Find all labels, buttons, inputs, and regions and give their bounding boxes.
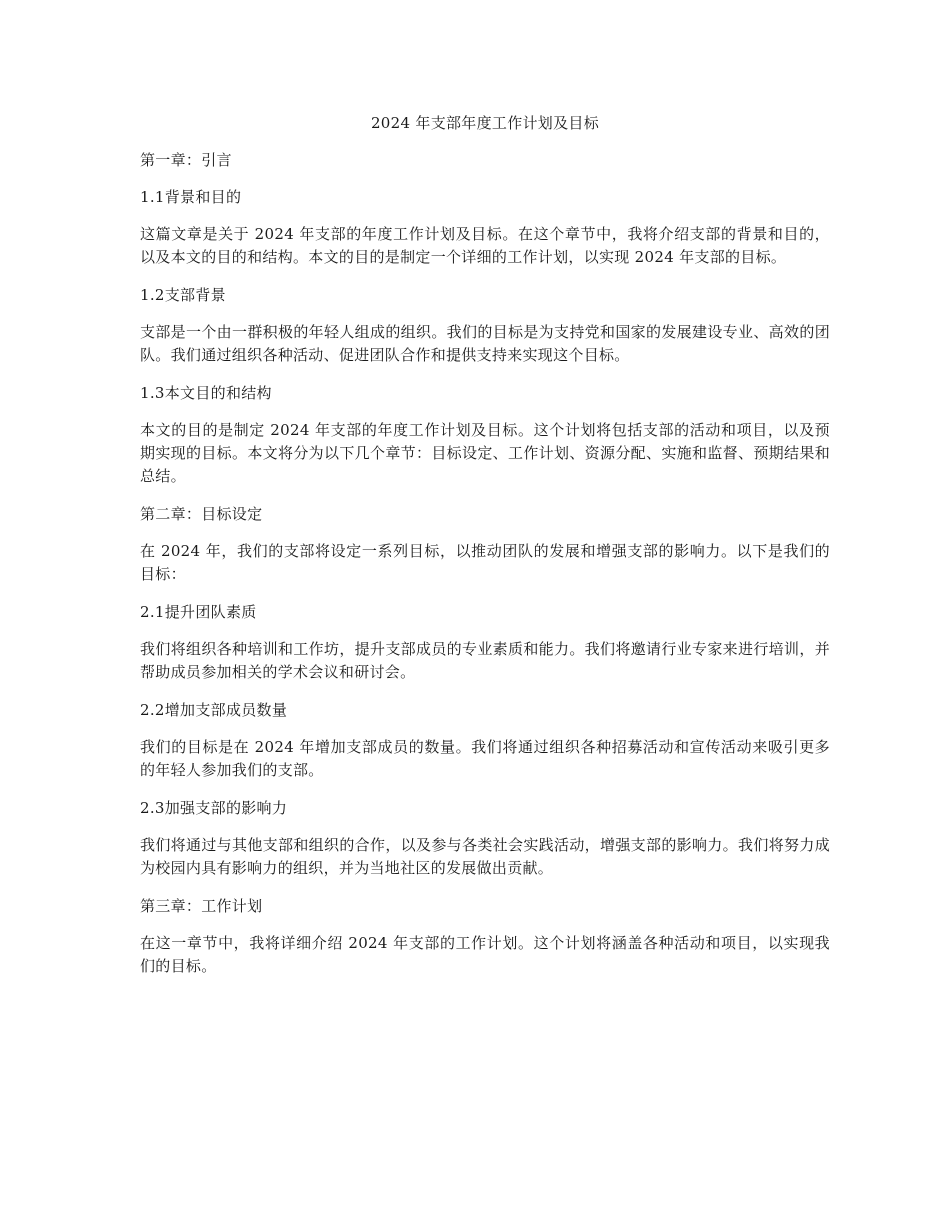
section-1-3-heading: 1.3本文目的和结构 xyxy=(140,384,272,402)
section-2-2-heading: 2.2增加支部成员数量 xyxy=(140,701,288,719)
section-1-3-paragraph: 本文的目的是制定 2024 年支部的年度工作计划及目标。这个计划将包括支部的活动和项目，以及预期实现的目标。本文将分为以下几个章节：目标设定、工作计划、资源分配、实施和监督、预期结果和总结。 xyxy=(140,421,830,485)
document-title: 2024 年支部年度工作计划及目标 xyxy=(370,114,600,132)
section-2-1-heading: 2.1提升团队素质 xyxy=(140,603,257,621)
section-1-2-heading: 1.2支部背景 xyxy=(140,286,226,304)
section-1-1-paragraph: 这篇文章是关于 2024 年支部的年度工作计划及目标。在这个章节中，我将介绍支部的背景和目的，以及本文的目的和结构。本文的目的是制定一个详细的工作计划，以实现 2024 年支部的目标。 xyxy=(140,225,830,266)
section-1-2-paragraph: 支部是一个由一群积极的年轻人组成的组织。我们的目标是为支持党和国家的发展建设专业、高效的团队。我们通过组织各种活动、促进团队合作和提供支持来实现这个目标。 xyxy=(140,323,830,364)
chapter-2-heading: 第二章：目标设定 xyxy=(140,505,263,523)
chapter-3-heading: 第三章：工作计划 xyxy=(140,897,263,915)
chapter-1-heading: 第一章：引言 xyxy=(140,151,232,169)
chapter-3-intro-paragraph: 在这一章节中，我将详细介绍 2024 年支部的工作计划。这个计划将涵盖各种活动和项目，以实现我们的目标。 xyxy=(140,934,830,975)
chapter-2-intro-paragraph: 在 2024 年，我们的支部将设定一系列目标，以推动团队的发展和增强支部的影响力。以下是我们的目标： xyxy=(140,542,830,583)
section-1-1-heading: 1.1背景和目的 xyxy=(140,188,242,206)
section-2-2-paragraph: 我们的目标是在 2024 年增加支部成员的数量。我们将通过组织各种招募活动和宣传活动来吸引更多的年轻人参加我们的支部。 xyxy=(140,738,830,779)
section-2-1-paragraph: 我们将组织各种培训和工作坊，提升支部成员的专业素质和能力。我们将邀请行业专家来进行培训，并帮助成员参加相关的学术会议和研讨会。 xyxy=(140,640,830,681)
section-2-3-paragraph: 我们将通过与其他支部和组织的合作，以及参与各类社会实践活动，增强支部的影响力。我们将努力成为校园内具有影响力的组织，并为当地社区的发展做出贡献。 xyxy=(140,836,830,877)
section-2-3-heading: 2.3加强支部的影响力 xyxy=(140,799,288,817)
document-body xyxy=(140,112,830,993)
